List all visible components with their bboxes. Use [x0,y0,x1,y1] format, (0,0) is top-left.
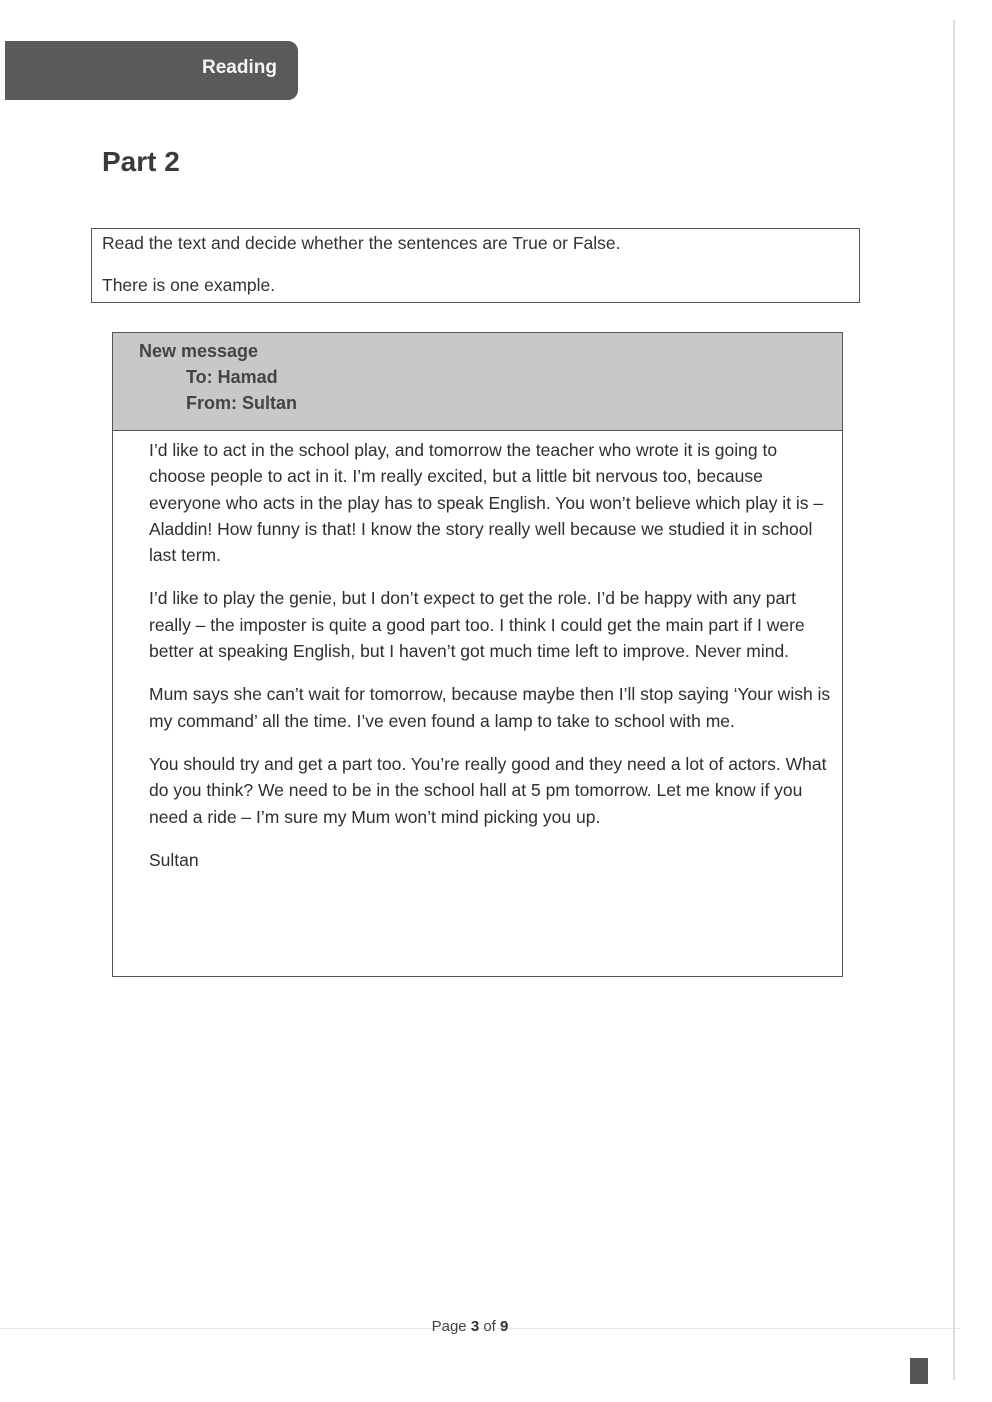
scan-edge-line [953,20,955,1380]
message-header [113,333,842,431]
instruction-text: Read the text and decide whether the sentences are True or False. [102,233,621,253]
page-label: Page [431,1318,467,1335]
message-signoff: Sultan [149,849,199,870]
message-body [149,437,834,873]
current-page-number: 3 [470,1318,480,1335]
section-tab-label: Reading [202,57,277,78]
total-pages-number: 9 [500,1318,509,1335]
instructions-box [91,228,860,303]
message-paragraph: I’d like to act in the school play, and tomorrow the teacher who wrote it is going to choose people to act in it. I’m really excited, but a little bit nervous too, because everyone who acts in the play has to speak English. You won’t believe which play it is – Aladdin! How funny is that! I know the story really well because we studied it in school last term. [149,440,824,566]
corner-registration-mark [910,1358,928,1384]
message-recipient: To: Hamad [186,367,278,387]
message-box [112,332,843,977]
example-note: There is one example. [102,275,276,295]
message-header-title: New message [139,341,259,361]
section-tab [5,41,298,100]
message-sender: From: Sultan [186,393,297,413]
part-title: Part 2 [102,146,180,177]
message-paragraph: I’d like to play the genie, but I don’t expect to get the role. I’d be happy with any part really – the imposter is quite a good part too. I think I could get the main part if I were better at speaking English, but I haven’t got much time left to improve. Never mind. [149,588,805,662]
page-of-label: of [483,1318,496,1335]
message-paragraph: Mum says she can’t wait for tomorrow, because maybe then I’ll stop saying ‘Your wish is my command’ all the time. I’ve even found a lamp to take to school with me. [149,684,831,731]
page-footer [0,1318,940,1335]
message-paragraph: You should try and get a part too. You’re really good and they need a lot of actors. What do you think? We need to be in the school hall at 5 pm tomorrow. Let me know if you need a ride – I’m sure my Mum won’t mind picking you up. [149,753,827,827]
